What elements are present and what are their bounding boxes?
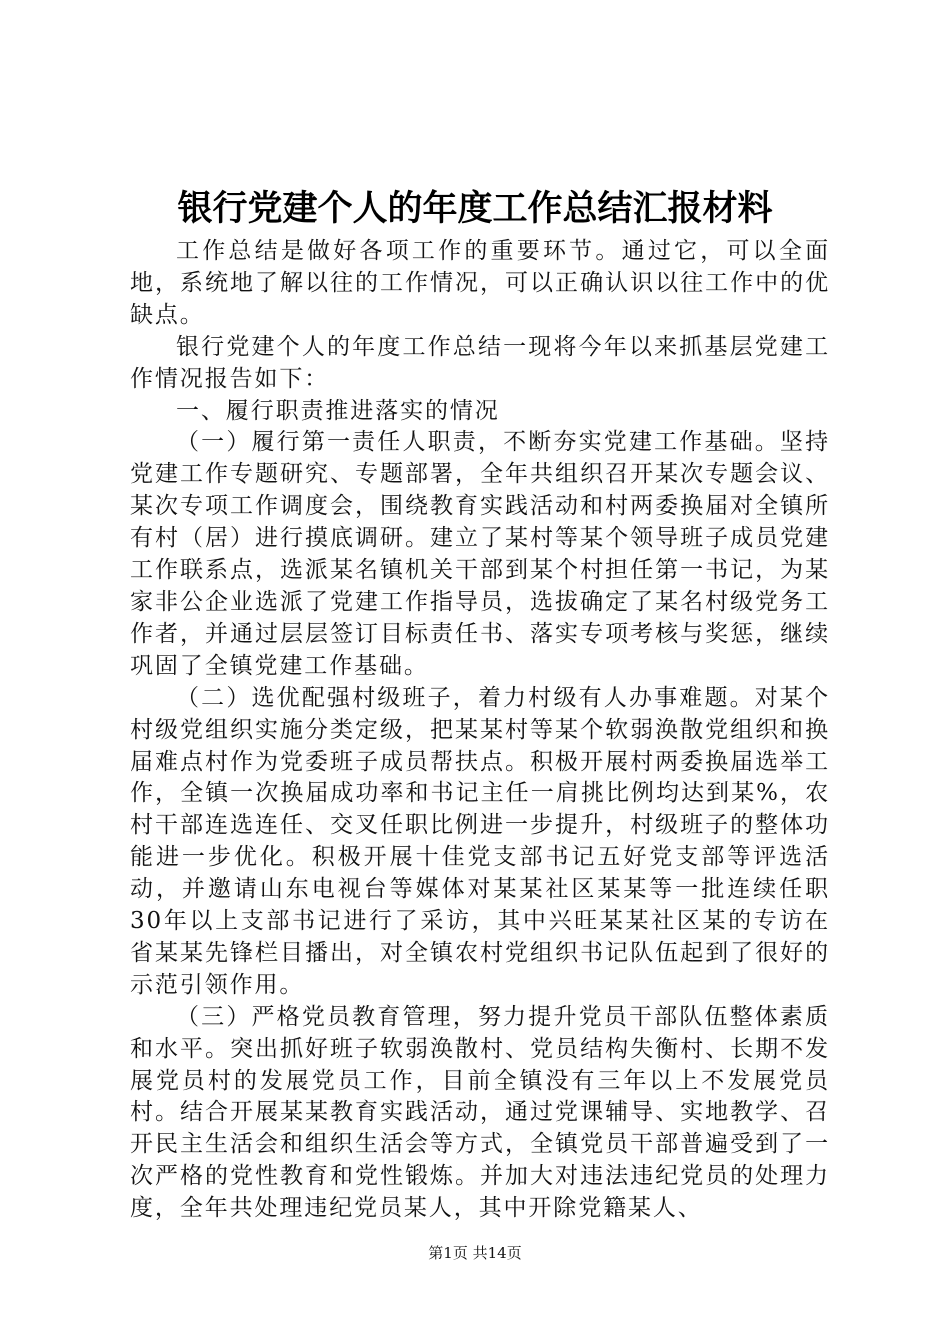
paragraph-item-1: （一）履行第一责任人职责，不断夯实党建工作基础。坚持党建工作专题研究、专题部署，全年共组织召开某次专题会议、某次专项工作调度会，围绕教育实践活动和村两委换届对全镇所有村（居）进行摸底调研。建立了某村等某个领导班子成员党建工作联系点，选派某名镇机关干部到某个村担任第一书记，为某家非公企业选派了党建工作指导员，选拔确定了某名村级党务工作者，并通过层层签订目标责任书、落实专项考核与奖惩，继续巩固了全镇党建工作基础。 (130, 429, 830, 679)
section-heading-1: 一、履行职责推进落实的情况 (176, 397, 500, 424)
paragraph-item-3: （三）严格党员教育管理，努力提升党员干部队伍整体素质和水平。突出抓好班子软弱涣散村、党员结构失衡村、长期不发展党员村的发展党员工作，目前全镇没有三年以上不发展党员村。结合开展某某教育实践活动，通过党课辅导、实地教学、召开民主生活会和组织生活会等方式，全镇党员干部普遍受到了一次严格的党性教育和党性锻炼。并加大对违法违纪党员的处理力度，全年共处理违纪党员某人，其中开除党籍某人、 (130, 1003, 830, 1222)
page-number-footer: 第1页 共14页 (428, 1244, 522, 1262)
document-body (130, 236, 830, 1225)
paragraph-item-2: （二）选优配强村级班子，着力村级有人办事难题。对某个村级党组织实施分类定级，把某某村等某个软弱涣散党组织和换届难点村作为党委班子成员帮扶点。积极开展村两委换届选举工作，全镇一次换届成功率和书记主任一肩挑比例均达到某%，农村干部连选连任、交叉任职比例进一步提升，村级班子的整体功能进一步优化。积极开展十佳党支部书记五好党支部等评选活动，并邀请山东电视台等媒体对某某社区某某等一批连续任职30年以上支部书记进行了采访，其中兴旺某某社区某的专访在省某某先锋栏目播出，对全镇农村党组织书记队伍起到了很好的示范引领作用。 (130, 684, 830, 998)
paragraph-intro: 工作总结是做好各项工作的重要环节。通过它，可以全面地，系统地了解以往的工作情况，可以正确认识以往工作中的优缺点。 (130, 238, 830, 328)
paragraph-summary-lead: 银行党建个人的年度工作总结一现将今年以来抓基层党建工作情况报告如下： (130, 333, 830, 392)
document-title: 银行党建个人的年度工作总结汇报材料 (177, 189, 773, 229)
